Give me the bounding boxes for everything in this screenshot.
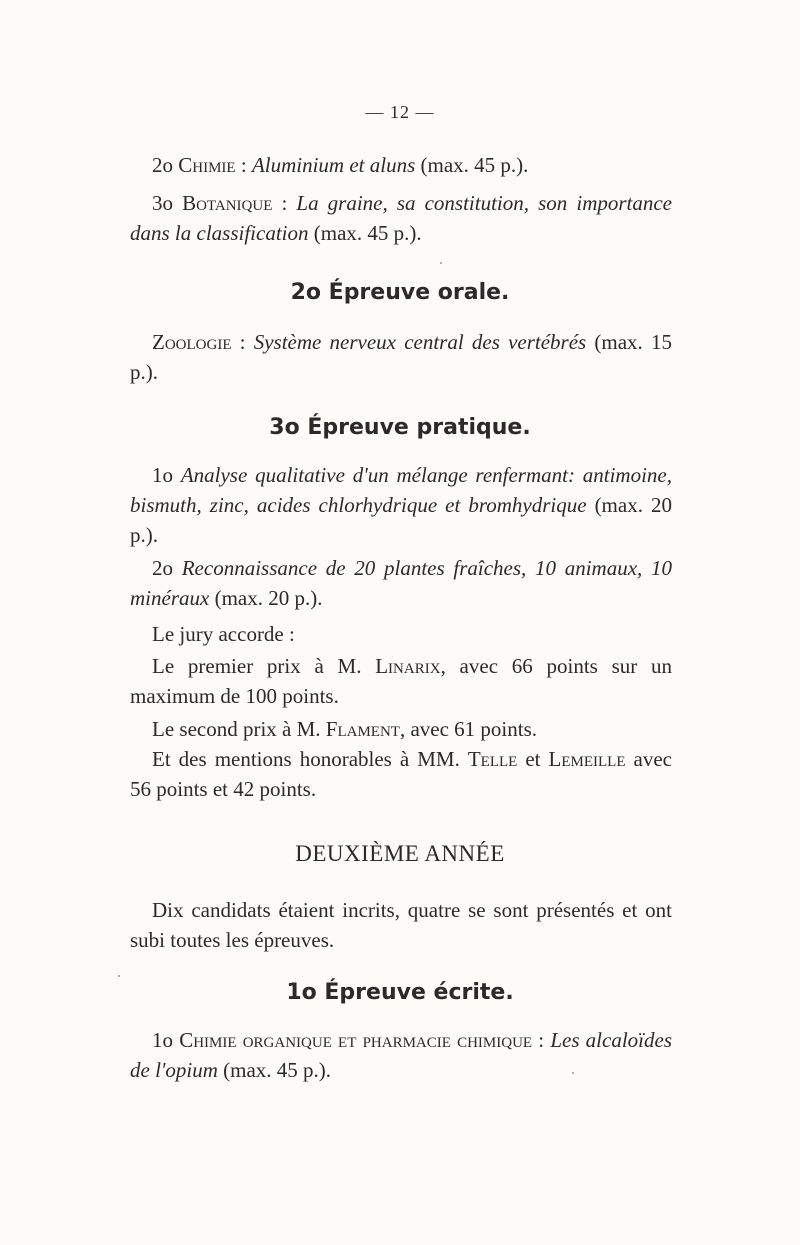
second-prix: Le second prix à M. Flament, avec 61 points.: [152, 717, 538, 741]
laureate-name: Flament: [325, 717, 400, 741]
subject-title: Reconnaissance de 20 plantes fraîches, 10 animaux, 10 minéraux: [130, 556, 672, 610]
max-points: (max. 45 p.).: [308, 221, 422, 245]
max-points: (max. 20 p.).: [209, 586, 323, 610]
max-points: (max. 20 p.).: [130, 493, 672, 547]
subject-label: Chimie: [178, 153, 236, 177]
mentions-honorables: Et des mentions honorables à MM. Telle et Lemeille avec 56 points et 42 points.: [130, 747, 672, 801]
laureate-name: Linarix: [375, 654, 441, 678]
jury-accorde: Le jury accorde :: [152, 622, 295, 646]
item-number: 1o: [152, 1028, 173, 1052]
max-points: (max. 15 p.).: [130, 330, 672, 384]
subject-label: Zoologie: [152, 330, 232, 354]
page-number: — 12 —: [365, 102, 435, 122]
item-number: 3o: [152, 191, 173, 215]
deuxieme-intro: Dix candidats étaient incrits, quatre se sont présentés et ont subi toutes les épreuves.: [130, 898, 672, 952]
paper-speck: [118, 975, 120, 977]
subject-label: Botanique: [182, 191, 273, 215]
laureate-name: Lemeille: [548, 747, 626, 771]
subject-title: La graine, sa constitution, son importance dans la classification: [130, 191, 673, 245]
item-number: 2o: [152, 153, 173, 177]
paper-speck: [572, 1072, 574, 1074]
subject-title: Les alcaloïdes de l'opium: [130, 1028, 672, 1082]
laureate-name: Telle: [467, 747, 518, 771]
paper-speck: [440, 262, 442, 264]
subject-title: Système nerveux central des vertébrés: [253, 330, 587, 354]
chimie-line: 2o Chimie : Aluminium et aluns (max. 45 p.).: [152, 153, 529, 177]
subject-title: Aluminium et aluns: [251, 153, 416, 177]
premier-prix: Le premier prix à M. Linarix, avec 66 points sur un maximum de 100 points.: [130, 654, 672, 708]
zoologie-line: Zoologie : Système nerveux central des vertébrés (max. 15 p.).: [130, 330, 672, 384]
max-points: (max. 45 p.).: [415, 153, 529, 177]
subject-label: Chimie organique et pharmacie chimique: [179, 1028, 533, 1052]
item-number: 2o: [152, 556, 173, 580]
section-title-deuxieme-annee: DEUXIÈME ANNÉE: [295, 841, 505, 866]
max-points: (max. 45 p.).: [217, 1058, 332, 1082]
heading-epreuve-pratique: 3o Épreuve pratique.: [269, 415, 531, 440]
chimie-organique-line: 1o Chimie organique et pharmacie chimique : Les alcaloïdes de l'opium (max. 45 p.).: [130, 1028, 672, 1082]
heading-epreuve-orale: 2o Épreuve orale.: [290, 280, 510, 305]
subject-title: Analyse qualitative d'un mélange renfermant: antimoine, bismuth, zinc, acides chlorhydrique et bromhydrique: [130, 463, 673, 517]
pratique-item-2: [130, 553, 672, 613]
botanique-line: 3o Botanique : La graine, sa constitution, son importance dans la classification (max. 45 p.).: [130, 191, 673, 245]
pratique-item-1: [130, 460, 672, 550]
heading-epreuve-ecrite: 1o Épreuve écrite.: [286, 980, 514, 1005]
item-number: 1o: [152, 463, 173, 487]
